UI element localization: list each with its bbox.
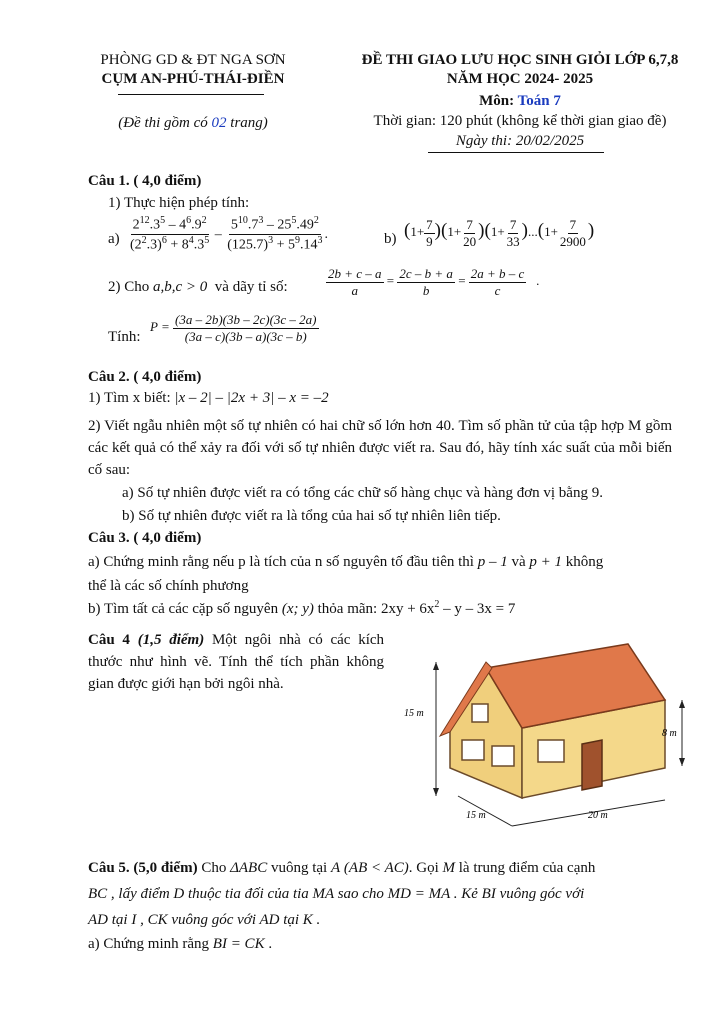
q3-title: Câu 3. ( 4,0 điểm) [88,530,202,546]
side-window-1 [462,740,484,760]
gable-window [472,704,488,722]
q1-a-label: a) [108,231,120,247]
exam-date: Ngày thi: 20/02/2025 [455,133,585,149]
dim-label-15-left: 15 m [404,708,424,719]
header-pages: (Đề thi gồm có 02 trang) [118,115,268,131]
q1-part2-prefix: 2) Cho a,b,c > 0 và dãy tỉ số: [108,279,288,295]
school-year: NĂM HỌC 2024- 2025 [446,71,594,87]
q1-a-fraction-2: $\frac{5^{10}.7^3 - 25^5.49^2}{(125.7)^3 + 5^9.14^3}$ [227,215,323,254]
side-window-2 [492,746,514,766]
q3-b: b) Tìm tất cả các cặp số nguyên (x; y) thỏa mãn: $2xy + 6x^2 - y - 3x = 7$ [88,599,516,617]
q1-compute-label: Tính: [108,329,141,345]
q1-b-expression: (1+ $\frac{7}{9}$ )(1+ $\frac{7}{20}$ )(1+ $\frac{7}{33}$ )...(1+ $\frac{7}{2900}$ ) [404,217,595,249]
q1-b-label: b) [384,231,397,247]
q5-line3: AD tại I , CK vuông góc với AD tại K . [88,912,321,928]
q2-b: b) Số tự nhiên được viết ra là tổng của hai số tự nhiên liên tiếp. [122,508,501,524]
house-figure [400,640,700,830]
q1-part1: 1) Thực hiện phép tính: [108,195,250,211]
dim-label-15-bottom: 15 m [466,810,486,821]
exam-title: ĐỀ THI GIAO LƯU HỌC SINH GIỎI LỚP 6,7,8 [361,52,679,68]
q2-title: Câu 2. ( 4,0 điểm) [88,369,202,385]
q5-line1: Câu 5. (5,0 điểm) Cho ΔABC vuông tại A (AB < AC). Gọi M là trung điểm của cạnh [88,860,596,876]
front-window [538,740,564,762]
header-cluster: CỤM AN-PHÚ-THÁI-ĐIỀN [101,71,285,87]
front-door [582,740,602,790]
dim-label-20: 20 m [588,810,608,821]
exam-time: Thời gian: 120 phút (không kể thời gian giao đề) [373,113,667,129]
dim-label-8: 8 m [662,728,677,739]
q1-title: Câu 1. ( 4,0 điểm) [88,173,202,189]
q5-line2: BC , lấy điểm D thuộc tia đối của tia MA sao cho MD = MA . Kẻ BI vuông góc với [88,886,585,902]
q5-a: a) Chứng minh rằng BI = CK . [88,936,273,952]
q1-a-expression: $\frac{2^{12}.3^5 - 4^6.9^2}{(2^2.3)^6 + 8^4.3^5}$ – $\frac{5^{10}.7^3 - 25^5.49^2}{(125.7)^3 + 5^9.14^3}$ . [130,215,328,254]
q4-text: Câu 4 (1,5 điểm) Một ngôi nhà có các kích thước như hình vẽ. Tính thể tích phần không gian được giới hạn bởi ngôi nhà. [88,632,385,692]
q1-p-expression: P = $\frac{(3a - 2b)(3b - 2c)(3c - 2a)}{(3a - c)(3b - a)(3c - b)}$ [150,312,317,344]
q2-part2: 2) Viết ngẫu nhiên một số tự nhiên có hai chữ số lớn hơn 40. Tìm số phần tử của tập hợp M gồm các kết quả có thể xảy ra đối với số tự nhiên được viết ra. Sau đó, hãy tính xác suất của mỗi biến cố sau: [88,418,672,478]
subject: Môn: Toán 7 [479,93,561,109]
q2-part1: 1) Tìm x biết: |x – 2| – |2x + 3| – x = –2 [88,390,329,406]
q2-a: a) Số tự nhiên được viết ra có tổng các chữ số hàng chục và hàng đơn vị bằng 9. [122,485,603,501]
q3-a-line1: a) Chứng minh rằng nếu p là tích của n số nguyên tố đầu tiên thì p – 1 và p + 1 không [88,554,604,570]
q1-part2-ratios: $\frac{2b + c - a}{a}$ = $\frac{2c - b + a}{b}$ = $\frac{2a + b - c}{c}$ . [328,266,540,298]
q3-a-line2: thể là các số chính phương [88,578,249,594]
header-left-rule [118,94,264,95]
header-right-rule [428,152,604,153]
q1-a-fraction-1: $\frac{2^{12}.3^5 - 4^6.9^2}{(2^2.3)^6 + 8^4.3^5}$ [130,215,210,254]
header-department: PHÒNG GD & ĐT NGA SƠN [100,52,286,68]
